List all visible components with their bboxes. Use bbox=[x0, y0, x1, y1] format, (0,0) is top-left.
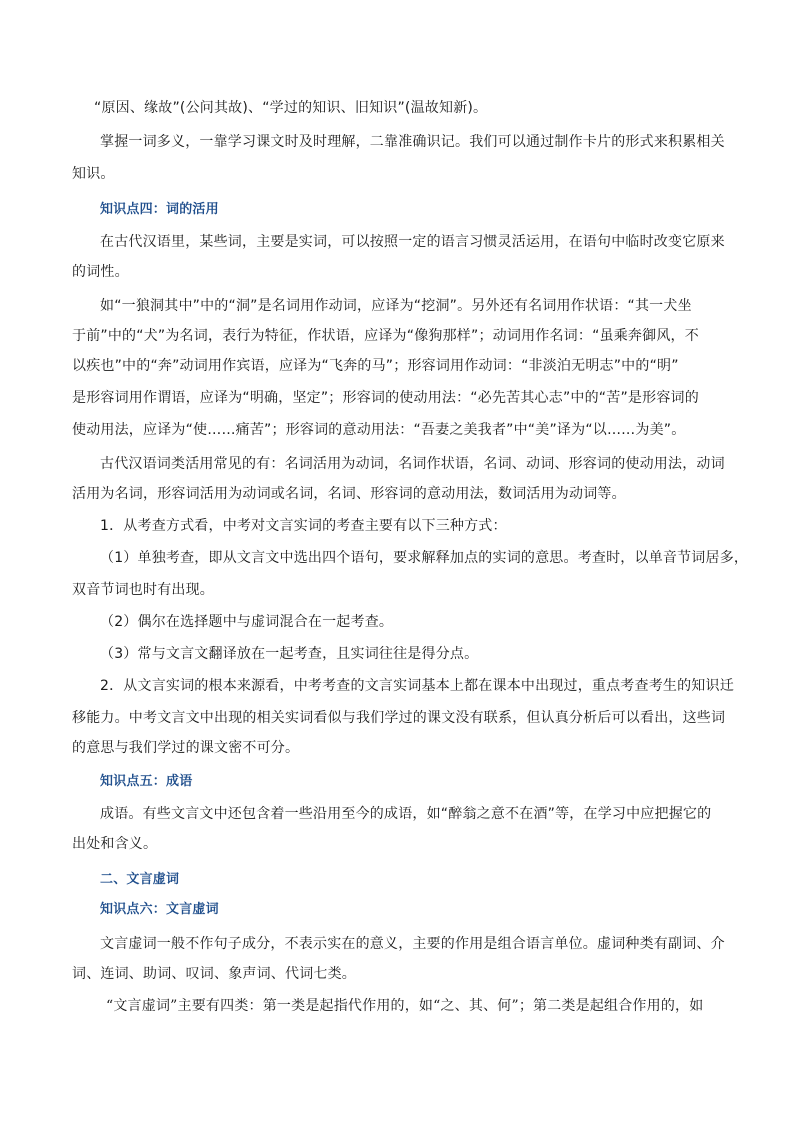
section-heading: 二、文言虚词 bbox=[100, 872, 180, 887]
text-line: 文言虚词一般不作句子成分，不表示实在的意义，主要的作用是组合语言单位。虚词种类有副词、介 bbox=[100, 936, 725, 952]
text-line: 掌握一词多义，一靠学习课文时及时理解，二靠准确识记。我们可以通过制作卡片的形式来积累相关 bbox=[100, 134, 725, 150]
text-line: （3）常与文言文翻译放在一起考查，且实词往往是得分点。 bbox=[100, 646, 479, 662]
text-line: 1．从考查方式看，中考对文言实词的考查主要有以下三种方式： bbox=[100, 518, 507, 534]
text-line: “文言虚词”主要有四类：第一类是起指代作用的，如“之、其、何”；第二类是起组合作用的，如 bbox=[106, 998, 704, 1014]
text-line: 如“一狼洞其中”中的“洞”是名词用作动词，应译为“挖洞”。另外还有名词用作状语：“其一犬坐 bbox=[100, 298, 692, 314]
section-heading: 知识点五：成语 bbox=[100, 774, 193, 789]
text-line: 古代汉语词类活用常见的有：名词活用为动词，名词作状语，名词、动词、形容词的使动用法，动词 bbox=[100, 456, 725, 472]
text-line: 词、连词、助词、叹词、象声词、代词七类。 bbox=[72, 966, 356, 982]
text-line: 成语。有些文言文中还包含着一些沿用至今的成语，如“醉翁之意不在酒”等，在学习中应把握它的 bbox=[100, 806, 712, 822]
text-line: 以疾也”中的“奔”动词用作宾语，应译为“飞奔的马”；形容词用作动词：“非淡泊无明志”中的“明” bbox=[72, 358, 679, 374]
section-heading: 知识点四：词的活用 bbox=[100, 202, 219, 217]
text-line: 双音节词也时有出现。 bbox=[72, 582, 214, 598]
text-line: 2．从文言实词的根本来源看，中考考查的文言实词基本上都在课本中出现过，重点考查考生的知识迁 bbox=[100, 678, 734, 694]
text-line: 的意思与我们学过的课文密不可分。 bbox=[72, 740, 300, 756]
text-line: 是形容词用作谓语，应译为“明确，坚定”；形容词的使动用法：“必先苦其心志”中的“苦”是形容词的 bbox=[72, 390, 699, 406]
text-line: 在古代汉语里，某些词，主要是实词，可以按照一定的语言习惯灵活运用，在语句中临时改变它原来 bbox=[100, 234, 725, 250]
text-line: “原因、缘故”(公问其故)、“学过的知识、旧知识”(温故知新)。 bbox=[94, 100, 488, 116]
text-line: 的词性。 bbox=[72, 264, 129, 280]
text-line: 移能力。中考文言文中出现的相关实词看似与我们学过的课文没有联系，但认真分析后可以看出，这些词 bbox=[72, 710, 726, 726]
text-line: 知识。 bbox=[72, 166, 115, 182]
section-heading: 知识点六：文言虚词 bbox=[100, 902, 219, 917]
text-line: 活用为名词，形容词活用为动词或名词，名词、形容词的意动用法，数词活用为动词等。 bbox=[72, 486, 626, 502]
text-line: （1）单独考查，即从文言文中选出四个语句，要求解释加点的实词的意思。考查时，以单音节词居多， bbox=[100, 550, 749, 566]
text-line: 出处和含义。 bbox=[72, 836, 158, 852]
text-line: 于前”中的“犬”为名词，表行为特征，作状语，应译为“像狗那样”；动词用作名词：“虽乘奔御风，不 bbox=[72, 328, 699, 344]
text-line: （2）偶尔在选择题中与虚词混合在一起考查。 bbox=[100, 614, 394, 630]
text-line: 使动用法，应译为“使……痛苦”；形容词的意动用法：“吾妻之美我者”中“美”译为“以……为美”。 bbox=[72, 422, 686, 438]
